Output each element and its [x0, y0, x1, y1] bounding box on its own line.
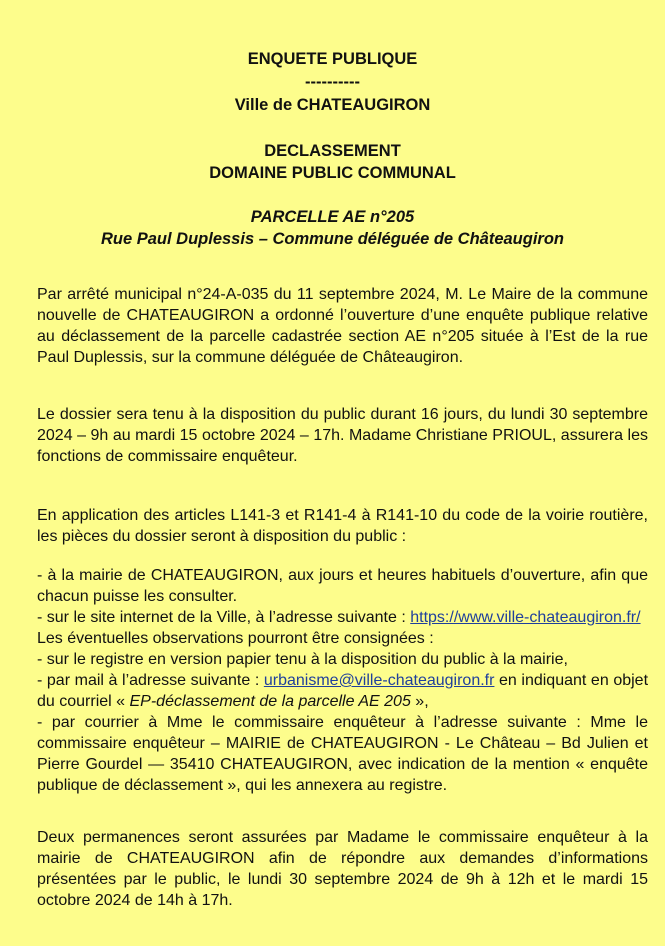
subject-heading-line1: DECLASSEMENT	[264, 142, 401, 160]
title-separator: ----------	[305, 73, 360, 91]
email-link[interactable]: urbanisme@ville-chateaugiron.fr	[263, 672, 495, 689]
mail-end: »,	[410, 693, 429, 710]
mail-object-label: en indiquant en objet du courriel «	[37, 672, 649, 710]
website-link[interactable]: https://www.ville-chateaugiron.fr/	[410, 609, 641, 626]
notice-title: ENQUETE PUBLIQUE	[247, 50, 418, 68]
decree-paragraph: Par arrêté municipal n°24-A-035 du 11 septembre 2024, M. Le Maire de la commune nouvelle de CHATEAUGIRON a ordonné l’ouverture d’une enquête publique relative au déclassement de la parcelle cadastrée section AE n°205 située à l’Est de la rue Paul Duplessis, sur la commune déléguée de Châteaugiron.	[37, 286, 648, 366]
subject-heading-line2: DOMAINE PUBLIC COMMUNAL	[209, 164, 456, 182]
website-label: - sur le site internet de la Ville, à l’adresse suivante :	[37, 609, 411, 626]
consultation-section	[37, 565, 648, 796]
mail-label: - par mail à l’adresse suivante :	[37, 672, 264, 689]
street-location: Rue Paul Duplessis – Commune déléguée de Châteaugiron	[100, 230, 565, 248]
consultation-mairie: - à la mairie de CHATEAUGIRON, aux jours et heures habituels d’ouverture, afin que chacun puisse les consulter.	[37, 567, 648, 605]
dossier-paragraph: Le dossier sera tenu à la disposition du public durant 16 jours, du lundi 30 septembre 2024 – 9h au mardi 15 octobre 2024 – 17h. Madame Christiane PRIOUL, assurera les fonctions de commissaire enquêteur.	[37, 406, 648, 465]
mail-subject: EP-déclassement de la parcelle AE 205	[129, 693, 411, 710]
articles-paragraph: En application des articles L141-3 et R141-4 à R141-10 du code de la voirie routière, les pièces du dossier seront à disposition du public :	[37, 507, 648, 545]
permanences-paragraph: Deux permanences seront assurées par Madame le commissaire enquêteur à la mairie de CHATEAUGIRON afin de répondre aux demandes d’informations présentées par le public, le lundi 30 septembre 2024 de 9h à 12h et le mardi 15 octobre 2024 de 14h à 17h.	[37, 829, 648, 909]
consultation-website	[37, 607, 648, 628]
observations-intro: Les éventuelles observations pourront être consignées :	[37, 630, 434, 647]
observation-registre: - sur le registre en version papier tenu à la disposition du public à la mairie,	[37, 651, 568, 668]
city-name: Ville de CHATEAUGIRON	[234, 96, 431, 114]
observation-mail	[37, 670, 648, 712]
observation-courrier: - par courrier à Mme le commissaire enquêteur à l’adresse suivante : Mme le commissaire enquêteur – MAIRIE de CHATEAUGIRON - Le Château – Bd Julien et Pierre Gourdel — 35410 CHATEAUGIRON, avec indication de la mention « enquête publique de déclassement », qui les annexera au registre.	[37, 714, 648, 794]
parcel-reference: PARCELLE AE n°205	[250, 208, 415, 226]
